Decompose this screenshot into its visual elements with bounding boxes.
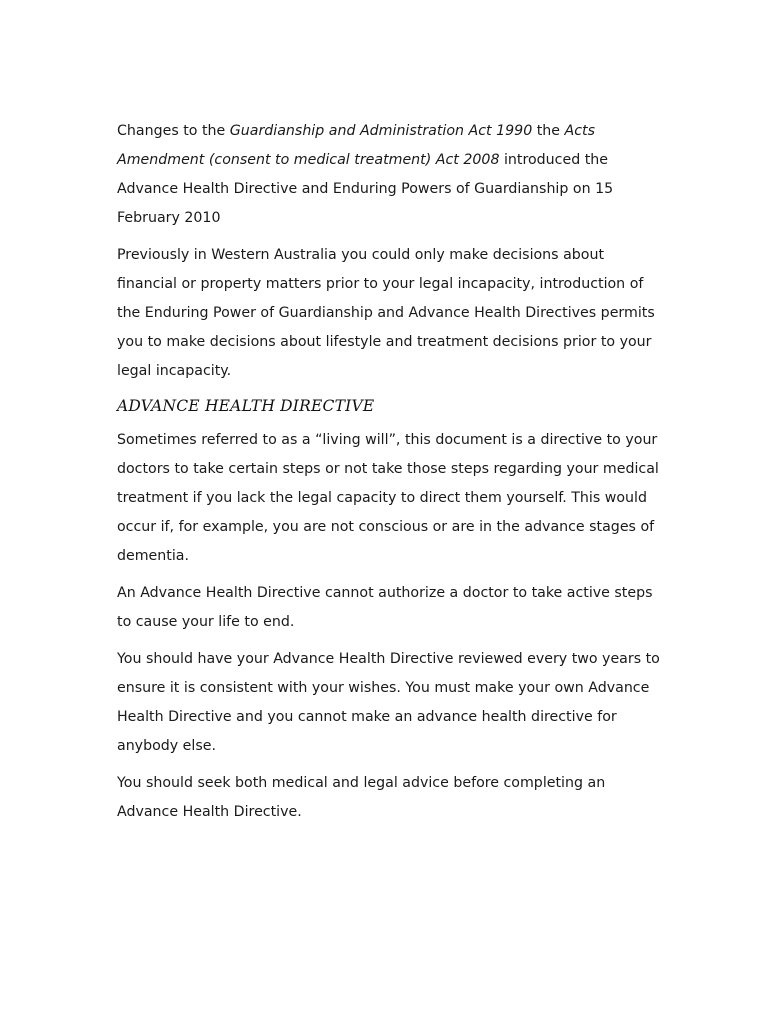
living-will-paragraph: Sometimes referred to as a “living will”, this document is a directive to your doctors to take certain steps or not take those steps regarding your medical treatment if you lack the legal capacity to direct them yourself. This would occur if, for example, you are not conscious or are in the advance stages of dementia.: [117, 432, 659, 564]
section-heading: ADVANCE HEALTH DIRECTIVE: [117, 397, 375, 415]
advice-paragraph: You should seek both medical and legal advice before completing an Advance Health Directive.: [117, 775, 606, 820]
act-title-amendment: Acts Amendment (consent to medical treatment) Act 2008: [117, 123, 596, 168]
intro-text-3: introduced the Advance Health Directive and Enduring Powers of Guardianship on 15 February 2010: [117, 152, 614, 226]
intro-text-2: the: [532, 123, 565, 139]
previously-paragraph: Previously in Western Australia you could only make decisions about financial or property matters prior to your legal incapacity, introduction of the Enduring Power of Guardianship and Advance Health Directives permits you to make decisions about lifestyle and treatment decisions prior to your legal incapacity.: [117, 247, 655, 379]
review-paragraph: You should have your Advance Health Directive reviewed every two years to ensure it is consistent with your wishes. You must make your own Advance Health Directive and you cannot make an advance health directive for anybody else.: [117, 651, 660, 754]
cannot-authorize-paragraph: An Advance Health Directive cannot authorize a doctor to take active steps to cause your life to end.: [117, 585, 653, 630]
act-title-guardianship: Guardianship and Administration Act 1990: [229, 123, 533, 139]
intro-paragraph: [117, 117, 662, 233]
intro-text-1: Changes to the: [117, 123, 230, 139]
document-body: [117, 117, 662, 835]
